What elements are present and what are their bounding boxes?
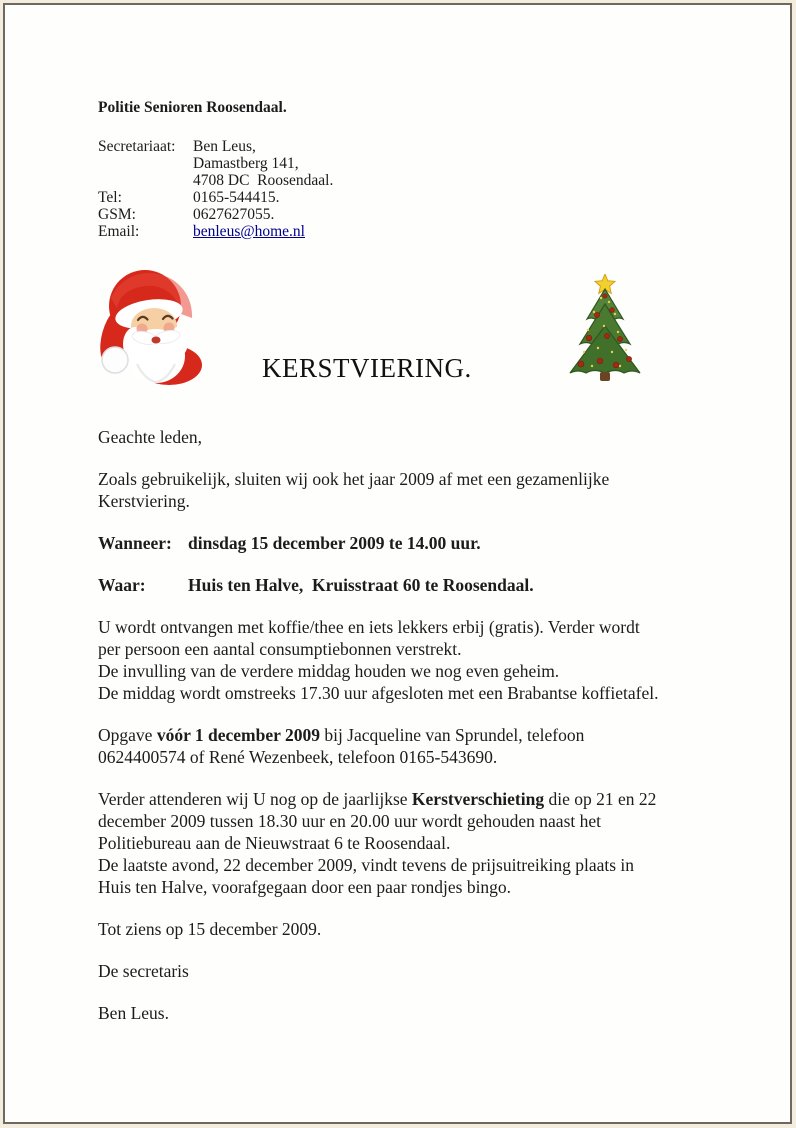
contact-row bbox=[98, 155, 706, 172]
paragraph-line bbox=[98, 810, 706, 832]
text-segment: De secretaris bbox=[98, 961, 189, 981]
contact-value: 4708 DC Roosendaal. bbox=[193, 172, 334, 189]
schedule-row bbox=[98, 532, 706, 554]
contact-value: 0627627055. bbox=[193, 206, 275, 223]
contact-label bbox=[98, 155, 193, 172]
letter-paragraph bbox=[98, 724, 706, 768]
paragraph-line bbox=[98, 918, 706, 940]
paragraph-line bbox=[98, 832, 706, 854]
contact-value: 0165-544415. bbox=[193, 189, 280, 206]
paragraph-line bbox=[98, 960, 706, 982]
paragraph-line bbox=[98, 724, 706, 746]
text-segment: 0624400574 of René Wezenbeek, telefoon 0165-543690. bbox=[98, 747, 498, 767]
text-segment: per persoon een aantal consumptiebonnen verstrekt. bbox=[98, 639, 462, 659]
contact-row bbox=[98, 138, 706, 155]
organization-name: Politie Senioren Roosendaal. bbox=[98, 99, 287, 116]
text-segment: Politiebureau aan de Nieuwstraat 6 te Roosendaal. bbox=[98, 833, 451, 853]
contact-row bbox=[98, 206, 706, 223]
text-segment: De middag wordt omstreeks 17.30 uur afgesloten met een Brabantse koffietafel. bbox=[98, 683, 659, 703]
paragraph-line bbox=[98, 638, 706, 660]
text-segment: U wordt ontvangen met koffie/thee en iets lekkers erbij (gratis). Verder wordt bbox=[98, 617, 640, 637]
contact-value bbox=[193, 223, 305, 240]
paragraph-line bbox=[98, 616, 706, 638]
paragraph-line bbox=[98, 426, 706, 448]
letter-body bbox=[98, 426, 706, 1024]
schedule-value: Huis ten Halve, Kruisstraat 60 te Roosendaal. bbox=[188, 575, 534, 595]
email-link[interactable]: benleus@home.nl bbox=[193, 223, 305, 240]
text-segment: die op 21 en 22 bbox=[544, 789, 657, 809]
letter-paragraph bbox=[98, 960, 706, 982]
santa-claus-icon bbox=[93, 268, 205, 391]
text-segment: Huis ten Halve, voorafgegaan door een paar rondjes bingo. bbox=[98, 877, 512, 897]
text-segment: Kerstviering. bbox=[98, 491, 190, 511]
text-segment: Ben Leus. bbox=[98, 1003, 169, 1023]
schedule-label: Waar: bbox=[98, 575, 146, 595]
paragraph-line bbox=[98, 490, 706, 512]
contact-row bbox=[98, 172, 706, 189]
text-segment: Opgave bbox=[98, 725, 157, 745]
bold-text-segment: vóór 1 december 2009 bbox=[156, 725, 320, 745]
contact-label bbox=[98, 172, 193, 189]
letter-paragraph bbox=[98, 616, 706, 704]
contact-label: GSM: bbox=[98, 206, 136, 223]
paragraph-line bbox=[98, 660, 706, 682]
contact-value: Damastberg 141, bbox=[193, 155, 299, 172]
letter-paragraph bbox=[98, 426, 706, 448]
letter-paragraph bbox=[98, 468, 706, 512]
contact-label: Tel: bbox=[98, 189, 122, 206]
letter-paragraph bbox=[98, 918, 706, 940]
hero-row bbox=[98, 268, 706, 386]
text-segment: De laatste avond, 22 december 2009, vindt tevens de prijsuitreiking plaats in bbox=[98, 855, 635, 875]
letter-paragraph bbox=[98, 1002, 706, 1024]
paragraph-line bbox=[98, 876, 706, 898]
contact-value: Ben Leus, bbox=[193, 138, 256, 155]
letter-page bbox=[3, 3, 792, 1124]
contact-row bbox=[98, 223, 706, 240]
letter-paragraph bbox=[98, 788, 706, 898]
document-title: KERSTVIERING. bbox=[262, 353, 472, 383]
paragraph-line bbox=[98, 854, 706, 876]
text-segment: Zoals gebruikelijk, sluiten wij ook het jaar 2009 af met een gezamenlijke bbox=[98, 469, 610, 489]
schedule-label: Wanneer: bbox=[98, 533, 172, 553]
contact-block bbox=[98, 138, 706, 240]
text-segment: Geachte leden, bbox=[98, 427, 202, 447]
text-segment: Tot ziens op 15 december 2009. bbox=[98, 919, 322, 939]
christmas-tree-icon bbox=[560, 274, 650, 389]
paragraph-line bbox=[98, 682, 706, 704]
schedule-value: dinsdag 15 december 2009 te 14.00 uur. bbox=[188, 533, 481, 553]
text-segment: Verder attenderen wij U nog op de jaarlijkse bbox=[98, 789, 412, 809]
bold-text-segment: Kerstverschieting bbox=[411, 789, 545, 809]
paragraph-line bbox=[98, 468, 706, 490]
contact-row bbox=[98, 189, 706, 206]
paragraph-line bbox=[98, 1002, 706, 1024]
text-segment: De invulling van de verdere middag houden we nog even geheim. bbox=[98, 661, 560, 681]
text-segment: december 2009 tussen 18.30 uur en 20.00 uur wordt gehouden naast het bbox=[98, 811, 602, 831]
contact-label: Secretariaat: bbox=[98, 138, 176, 155]
text-segment: bij Jacqueline van Sprundel, telefoon bbox=[319, 725, 585, 745]
paragraph-line bbox=[98, 746, 706, 768]
schedule-row bbox=[98, 574, 706, 596]
paragraph-line bbox=[98, 788, 706, 810]
contact-label: Email: bbox=[98, 223, 140, 240]
